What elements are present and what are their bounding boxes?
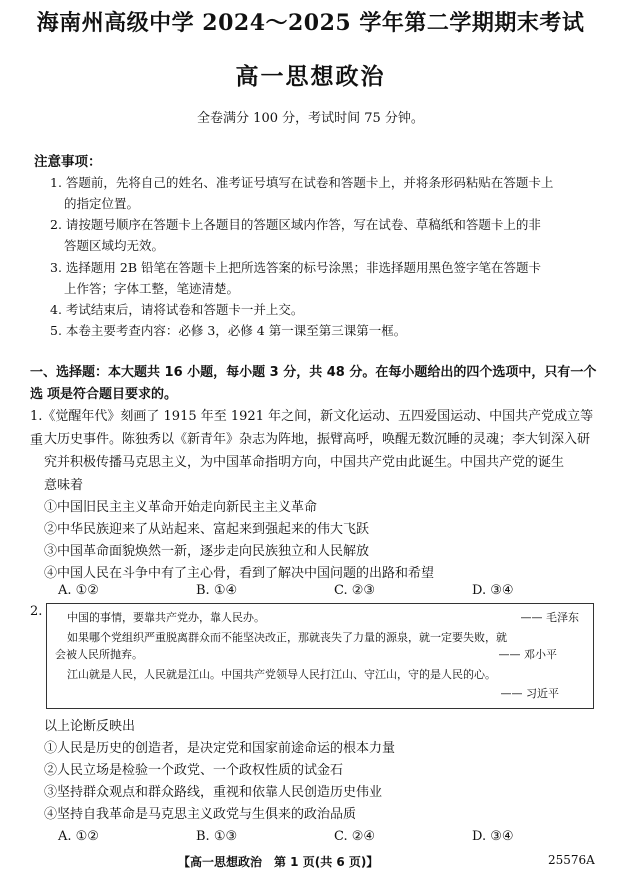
question-1-option: ①中国旧民主主义革命开始走向新民主主义革命	[44, 500, 318, 515]
notice-line: 上作答；字体工整，笔迹清楚。	[64, 281, 240, 296]
quote-text: 中国的事情，要靠共产党办，靠人民办。	[67, 611, 265, 624]
question-1-choice-b: B. ①④	[196, 583, 238, 598]
quote-attribution: —— 习近平	[500, 687, 559, 700]
question-2-option: ③坚持群众观点和群众路线，重视和依靠人民创造历史伟业	[44, 785, 383, 800]
page-footer-code: 25576A	[548, 853, 595, 867]
section-heading-cont: 项是符合题目要求的。	[47, 387, 178, 402]
question-2-option: ④坚持自我革命是马克思主义政党与生俱来的政治品质	[44, 807, 357, 822]
question-2-option: ②人民立场是检验一个政党、一个政权性质的试金石	[44, 763, 344, 778]
question-1-stem: 究并积极传播马克思主义，为中国革命指明方向，中国共产党由此诞生。中国共产党的诞生	[44, 455, 565, 470]
question-2-number: 2.	[30, 604, 43, 619]
question-1-choice-c: C. ②③	[334, 583, 376, 598]
notice-line: 2. 请按题号顺序在答题卡上各题目的答题区域内作答，写在试卷、草稿纸和答题卡上的非	[50, 217, 541, 232]
question-2-choice-a: A. ①②	[58, 829, 99, 844]
section-heading: 一、选择题：本大题共 16 小题，每小题 3 分，共 48 分。在每小题给出的四个选项中，只有一个选	[30, 365, 597, 402]
quote-text: 会被人民所抛弃。	[55, 648, 143, 661]
exam-info: 全卷满分 100 分，考试时间 75 分钟。	[197, 111, 424, 126]
notice-line: 3. 选择题用 2B 铅笔在答题卡上把所选答案的标号涂黑；非选择题用黑色签字笔在答题卡	[50, 260, 541, 275]
question-1-choice-a: A. ①②	[58, 583, 99, 598]
question-1-option: ③中国革命面貌焕然一新，逐步走向民族独立和人民解放	[44, 544, 370, 559]
question-2-stem: 以上论断反映出	[44, 719, 136, 734]
notice-line: 的指定位置。	[64, 196, 140, 211]
quote-text: 江山就是人民，人民就是江山。中国共产党领导人民打江山、守江山，守的是人民的心。	[67, 668, 496, 681]
question-1-stem: 意味着	[44, 478, 84, 493]
notice-heading: 注意事项：	[34, 154, 102, 170]
subject-title: 高一思想政治	[235, 64, 386, 90]
quote-attribution: —— 邓小平	[498, 648, 557, 661]
notice-line: 答题区域均无效。	[64, 238, 165, 253]
question-1-stem: 大历史事件。陈独秀以《新青年》杂志为阵地，振臂高呼，唤醒无数沉睡的灵魂；李大钊深入研	[44, 432, 591, 447]
page-footer-label: 【高一思想政治 第 1 页(共 6 页)】	[178, 855, 379, 869]
notice-line: 1. 答题前，先将自己的姓名、准考证号填写在试卷和答题卡上，并将条形码粘贴在答题卡上	[50, 175, 554, 190]
question-2-choice-c: C. ②④	[334, 829, 376, 844]
quote-text: 如果哪个党组织严重脱离群众而不能坚决改正，那就丧失了力量的源泉，就一定要失败，就	[67, 631, 507, 644]
question-1-choice-d: D. ③④	[472, 583, 514, 598]
quote-attribution: —— 毛泽东	[520, 611, 579, 624]
question-2-choice-b: B. ①③	[196, 829, 238, 844]
exam-title: 海南州高级中学 2024～2025 学年第二学期期末考试	[36, 10, 585, 36]
question-2-choice-d: D. ③④	[472, 829, 514, 844]
question-1-stem: 1.《觉醒年代》刻画了 1915 年至 1921 年之间，新文化运动、五四爱国运动、中国共产党成立等重	[30, 409, 594, 448]
question-1-option: ②中华民族迎来了从站起来、富起来到强起来的伟大飞跃	[44, 522, 370, 537]
notice-line: 4. 考试结束后，请将试卷和答题卡一并上交。	[50, 302, 304, 317]
quote-box	[46, 603, 594, 709]
question-2-option: ①人民是历史的创造者，是决定党和国家前途命运的根本力量	[44, 741, 396, 756]
question-1-option: ④中国人民在斗争中有了主心骨，看到了解决中国问题的出路和希望	[44, 566, 435, 581]
notice-line: 5. 本卷主要考查内容：必修 3，必修 4 第一课至第三课第一框。	[50, 323, 407, 338]
